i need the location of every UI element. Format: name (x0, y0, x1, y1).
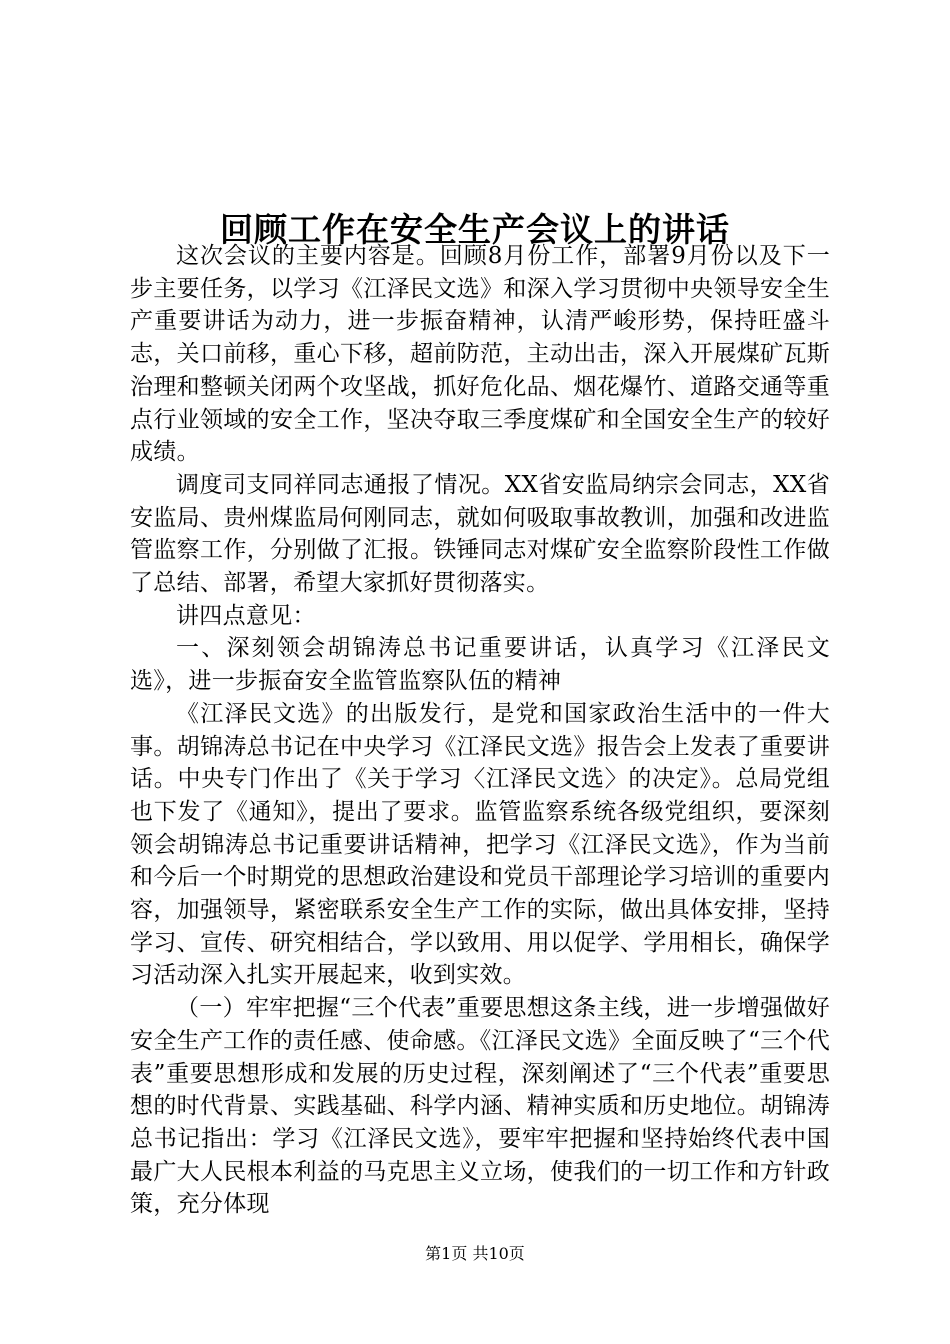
body-paragraph: （一）牢牢把握“三个代表”重要思想这条主线，进一步增强做好安全生产工作的责任感、使命感。《江泽民文选》全面反映了“三个代表”重要思想形成和发展的历史过程，深刻阐述了“三个代表”重要思想的时代背景、实践基础、科学内涵、精神实质和历史地位。胡锦涛总书记指出：学习《江泽民文选》，要牢牢把握和坚持始终代表中国最广大人民根本利益的马克思主义立场，使我们的一切工作和方针政策，充分体现 (130, 995, 830, 1218)
body-paragraph: 这次会议的主要内容是。回顾8月份工作，部署9月份以及下一步主要任务，以学习《江泽民文选》和深入学习贯彻中央领导安全生产重要讲话为动力，进一步振奋精神，认清严峻形势，保持旺盛斗志，关口前移，重心下移，超前防范，主动出击，深入开展煤矿瓦斯治理和整顿关闭两个攻坚战，抓好危化品、烟花爆竹、道路交通等重点行业领域的安全工作，坚决夺取三季度煤矿和全国安全生产的较好成绩。 (130, 243, 830, 466)
body-paragraph: 《江泽民文选》的出版发行，是党和国家政治生活中的一件大事。胡锦涛总书记在中央学习《江泽民文选》报告会上发表了重要讲话。中央专门作出了《关于学习〈江泽民文选〉的决定》。总局党组也下发了《通知》，提出了要求。监管监察系统各级党组织，要深刻领会胡锦涛总书记重要讲话精神，把学习《江泽民文选》，作为当前和今后一个时期党的思想政治建设和党员干部理论学习培训的重要内容，加强领导，紧密联系安全生产工作的实际，做出具体安排，坚持学习、宣传、研究相结合，学以致用、用以促学、学用相长，确保学习活动深入扎实开展起来，收到实效。 (130, 700, 830, 989)
page-footer: 第1页 共10页 (425, 1244, 525, 1263)
body-paragraph: 调度司支同祥同志通报了情况。XX省安监局纳宗会同志，XX省安监局、贵州煤监局何刚同志，就如何吸取事故教训，加强和改进监管监察工作，分别做了汇报。铁锤同志对煤矿安全监察阶段性工作做了总结、部署，希望大家抓好贯彻落实。 (130, 471, 830, 597)
document-body (130, 240, 830, 1221)
body-paragraph: 讲四点意见： (176, 602, 316, 629)
document-title: 回顾工作在安全生产会议上的讲话 (220, 210, 730, 250)
section-heading: 一、深刻领会胡锦涛总书记重要讲话，认真学习《江泽民文选》，进一步振奋安全监管监察队伍的精神 (130, 635, 830, 695)
